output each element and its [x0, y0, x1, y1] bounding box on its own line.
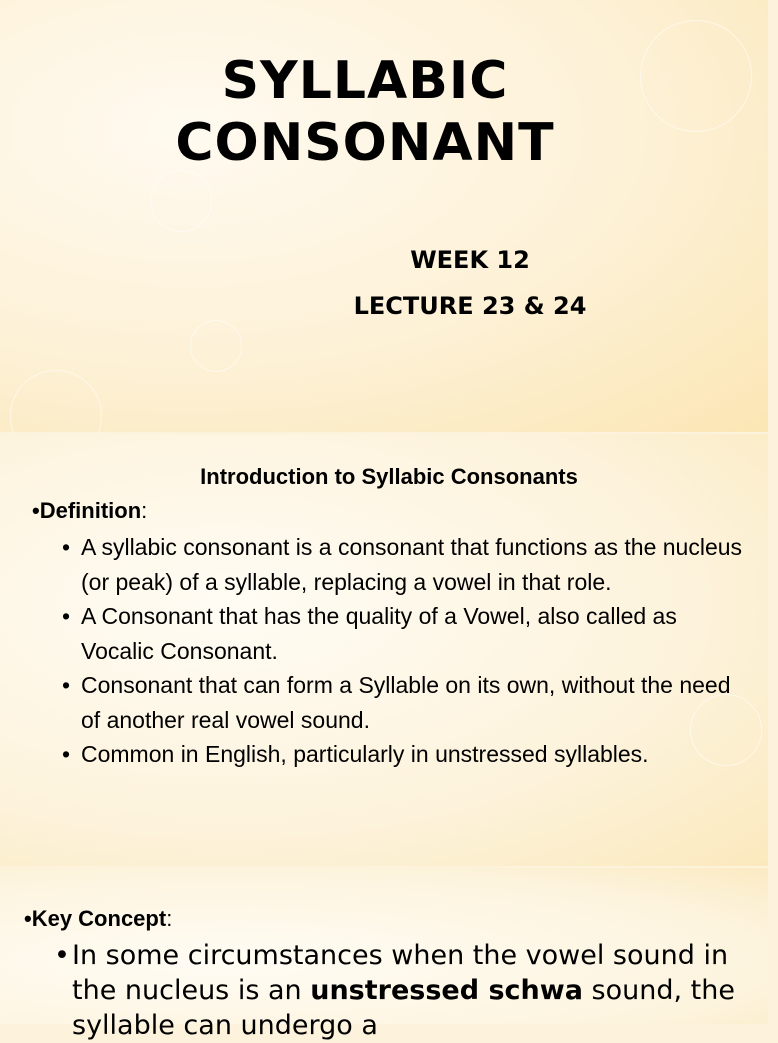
title-slide: [0, 0, 768, 432]
bullet-bold-term: unstressed schwa: [310, 975, 583, 1006]
decorative-bubble: [150, 170, 212, 232]
lecture-label: LECTURE 23 & 24: [353, 292, 587, 320]
key-concept-slide: [0, 868, 768, 1041]
bullet-text-end: sound, the syllable can undergo a: [72, 975, 735, 1041]
definition-label: [32, 498, 147, 524]
key-concept-bullets: [54, 938, 764, 1043]
definition-colon: :: [141, 498, 148, 523]
key-concept-colon: :: [166, 906, 173, 931]
title-line-2: CONSONANT: [175, 113, 555, 173]
slide-title: [70, 50, 660, 174]
list-item: • Consonant that can form a Syllable on its own, without the need of another real vowel sound.: [62, 668, 752, 737]
decorative-bubble: [190, 320, 242, 372]
definition-slide: [0, 434, 768, 866]
list-item: • A syllabic consonant is a consonant that functions as the nucleus (or peak) of a syllable, replacing a vowel in that role.: [62, 530, 752, 599]
key-concept-label: [24, 906, 172, 932]
definition-bullets: [62, 530, 752, 772]
key-concept-label-text: •Key Concept: [24, 906, 167, 931]
slide-heading: Introduction to Syllabic Consonants: [200, 464, 578, 489]
list-item: • Common in English, particularly in unstressed syllables.: [62, 737, 752, 772]
week-label: WEEK 12: [410, 246, 530, 274]
list-item: • A Consonant that has the quality of a Vowel, also called as Vocalic Consonant.: [62, 599, 752, 668]
list-item: [54, 938, 764, 1043]
bullet-text-start: In some circumstances when the vowel sound in the nucleus is an: [72, 940, 729, 1006]
definition-label-text: •Definition: [32, 498, 142, 523]
title-line-1: SYLLABIC: [221, 51, 509, 111]
